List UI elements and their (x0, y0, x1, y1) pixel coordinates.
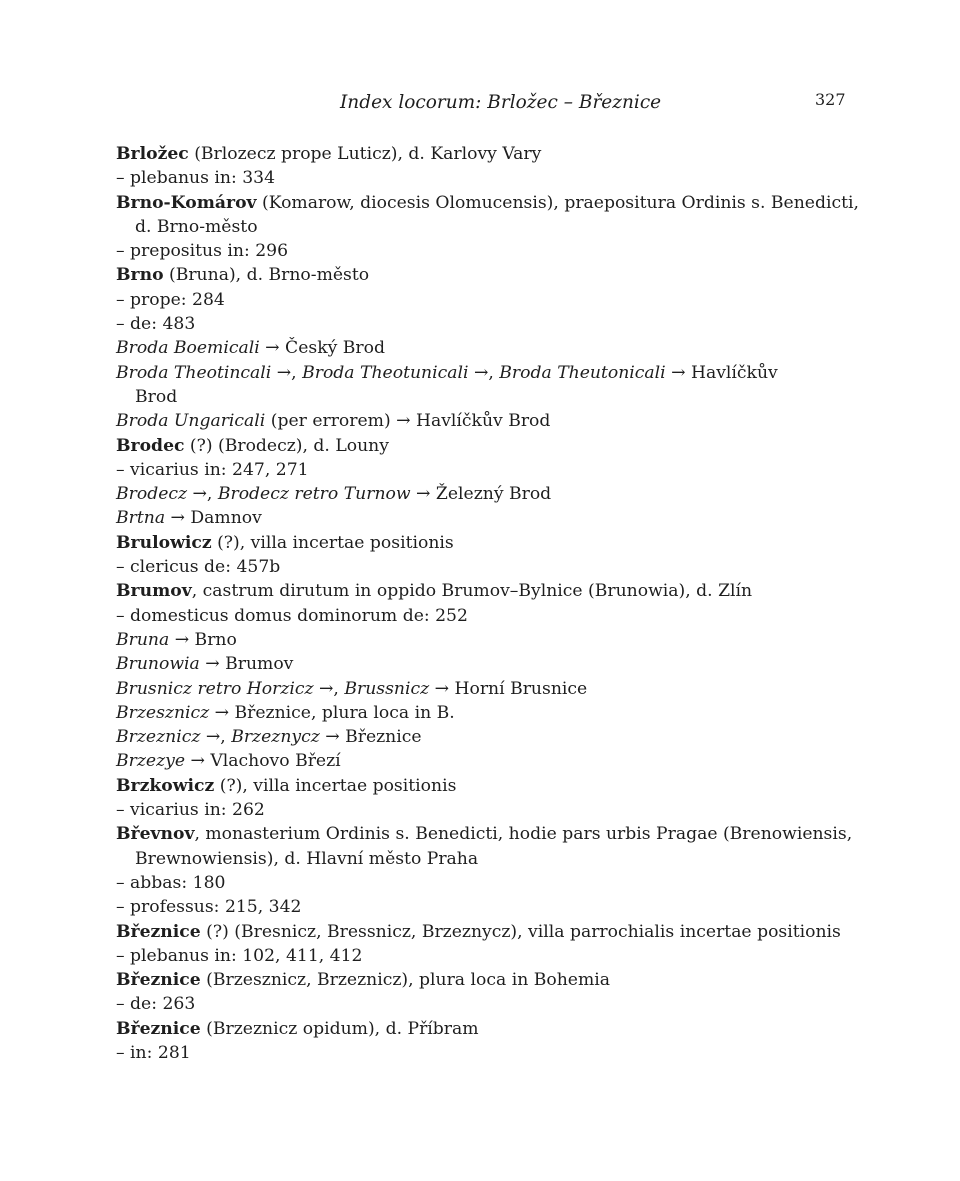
entry-continuation: Brewnowiensis), d. Hlavní město Praha (135, 848, 479, 869)
index-entry (116, 968, 856, 992)
cross-reference (116, 701, 856, 725)
sub-entry: – de: 483 (116, 314, 196, 335)
entry-headword: Brložec (116, 144, 189, 164)
reference-target: → Damnov (165, 508, 262, 529)
sub-entry: – vicarius in: 247, 271 (116, 459, 309, 480)
entry-continuation: d. Brno-město (135, 216, 258, 237)
reference-target: → Březnice, plura loca in B. (209, 702, 455, 723)
variant-name: Broda Boemicali (116, 338, 260, 359)
reference-separator: →, (313, 678, 345, 699)
sub-entry: – plebanus in: 334 (116, 168, 276, 189)
index-entry (116, 263, 856, 287)
variant-name: Brodecz retro Turnow (217, 484, 411, 505)
variant-name: Brtna (116, 508, 166, 529)
entry-headword: Brno-Komárov (116, 192, 257, 213)
reference-target: → Brno (169, 629, 237, 650)
reference-target: → Český Brod (259, 338, 385, 359)
variant-name: Brodecz (116, 484, 188, 505)
cross-reference (116, 725, 856, 749)
reference-target: → Vlachovo Březí (185, 751, 341, 772)
entry-headword: Brulowicz (116, 532, 212, 553)
entry-headword: Brzkowicz (116, 775, 215, 796)
cross-reference (116, 677, 856, 701)
entry-text: (?) (Bresnicz, Bressnicz, Brzeznycz), villa parrochialis incertae positionis (200, 921, 841, 942)
cross-reference (116, 749, 856, 773)
sub-entry: – vicarius in: 262 (116, 800, 265, 821)
index-entry (116, 822, 856, 846)
variant-name: Brzeznicz (116, 727, 201, 748)
sub-entry: – in: 281 (116, 1042, 191, 1063)
cross-reference (116, 482, 856, 506)
variant-name: Brzeznycz (231, 727, 320, 748)
sub-entry: – prope: 284 (116, 289, 225, 310)
variant-name: Brzesznicz (116, 702, 210, 723)
cross-reference (116, 409, 856, 433)
entry-text: (?), villa incertae positionis (214, 775, 457, 796)
variant-name: Broda Theutonicali (499, 362, 666, 383)
index-entry (116, 774, 856, 798)
cross-reference (116, 361, 856, 385)
index-entry (116, 1017, 856, 1041)
sub-entry: – prepositus in: 296 (116, 241, 289, 262)
running-head: Index locorum: Brložec – Březnice (340, 92, 662, 113)
entry-text: (Brlozecz prope Luticz), d. Karlovy Vary (188, 144, 542, 164)
variant-name: Brussnicz (344, 678, 430, 699)
variant-name: Broda Theotincali (116, 362, 272, 383)
entry-headword: Březnice (116, 1018, 201, 1039)
index-entry (116, 142, 856, 166)
entry-text: (Bruna), d. Brno-město (163, 265, 370, 286)
sub-entry: – clericus de: 457b (116, 557, 281, 578)
sub-entry: – plebanus in: 102, 411, 412 (116, 945, 363, 966)
sub-entry: – professus: 215, 342 (116, 897, 302, 918)
reference-target: → Brumov (199, 654, 294, 675)
sub-entry: – abbas: 180 (116, 872, 226, 893)
reference-separator: →, (200, 727, 232, 748)
entry-text: (Komarow, diocesis Olomucensis), praepositura Ordinis s. Benedicti, (256, 192, 859, 213)
index-entry (116, 579, 856, 603)
entry-headword: Brumov (116, 581, 192, 602)
reference-target: → Horní Brusnice (429, 678, 588, 699)
reference-separator: →, (271, 362, 303, 383)
index-entry (116, 434, 856, 458)
cross-reference (116, 336, 856, 360)
page-header (0, 92, 960, 118)
variant-name: Broda Theotunicali (302, 362, 469, 383)
page-number: 327 (815, 90, 846, 109)
index-entry (116, 920, 856, 944)
index-entry (116, 531, 856, 555)
entry-text: , monasterium Ordinis s. Benedicti, hodie pars urbis Pragae (Brenowiensis, (194, 824, 853, 845)
entry-headword: Břevnov (116, 824, 195, 845)
entry-headword: Březnice (116, 921, 201, 942)
index-entries (116, 142, 859, 1065)
reference-target: (per errorem) → Havlíčkův Brod (265, 411, 551, 432)
variant-name: Broda Ungaricali (116, 411, 266, 432)
entry-text: (Brzeznicz opidum), d. Příbram (200, 1018, 479, 1039)
entry-text: (Brzesznicz, Brzeznicz), plura loca in Bohemia (200, 970, 610, 991)
cross-reference (116, 652, 856, 676)
entry-text: (?), villa incertae positionis (211, 532, 454, 553)
entry-headword: Brno (116, 265, 164, 286)
variant-name: Bruna (116, 629, 170, 650)
entry-text: , castrum dirutum in oppido Brumov–Bylnice (Brunowia), d. Zlín (191, 581, 753, 602)
index-entry (116, 191, 859, 215)
variant-name: Brusnicz retro Horzicz (116, 678, 314, 699)
sub-entry: – de: 263 (116, 994, 196, 1015)
entry-continuation: Brod (135, 386, 178, 407)
reference-target: → Havlíčkův (665, 362, 778, 383)
sub-entry: – domesticus domus dominorum de: 252 (116, 605, 468, 626)
reference-target: → Železný Brod (410, 484, 552, 505)
entry-headword: Březnice (116, 970, 201, 991)
variant-name: Brzezye (116, 751, 186, 772)
reference-separator: →, (468, 362, 500, 383)
entry-headword: Brodec (116, 435, 185, 456)
cross-reference (116, 628, 856, 652)
reference-separator: →, (187, 484, 218, 505)
cross-reference (116, 506, 856, 530)
reference-target: → Březnice (319, 727, 422, 748)
entry-text: (?) (Brodecz), d. Louny (184, 435, 389, 456)
variant-name: Brunowia (116, 654, 200, 675)
